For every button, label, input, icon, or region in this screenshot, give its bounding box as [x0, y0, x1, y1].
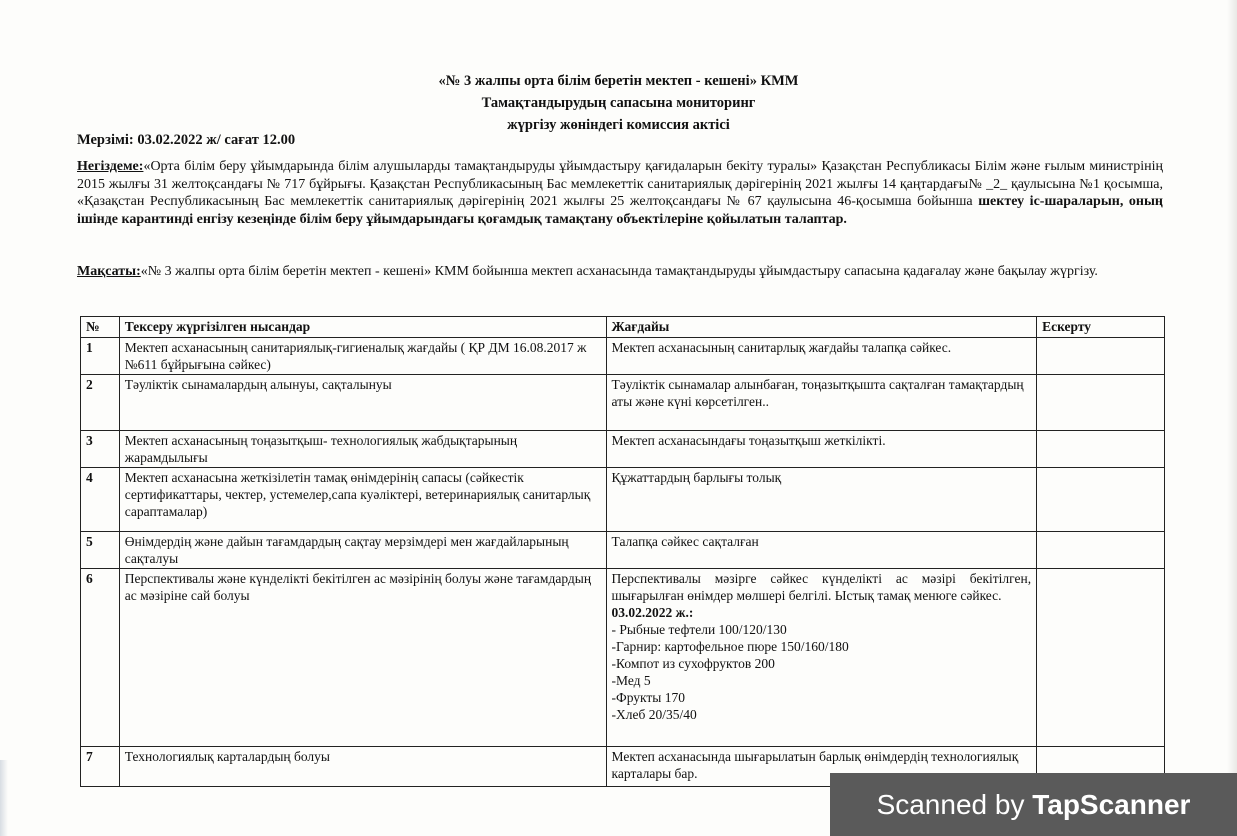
- page-edge-shadow-left: [0, 760, 8, 836]
- header-condition: Жағдайы: [606, 317, 1037, 338]
- table-header-row: [81, 317, 1165, 338]
- row-condition: Перспективалы мәзірге сәйкес күнделікті ас мәзірі бекітілген, шығарылған өнімдер мөлшері белгілі. Ыстық тамақ менюге сәйкес.: [611, 571, 1032, 603]
- row-num: 1: [81, 338, 120, 375]
- row-note: [1037, 431, 1165, 468]
- row-note: [1037, 375, 1165, 431]
- basis-text: «Орта білім беру ұйымдарында білім алушыларды тамақтандыруды ұйымдастыру қағидаларын бекіту туралы» Қазақстан Республикасы Білім және ғылым министрінің 2015 жылғы 31 желтоқсандағы № 717 бұйрығы. Қазақстан Республикасының Бас мемлекеттік санитариялық дәрігерінің 2021 жылғы 14 қаңтардағы№ _2_ қаулысына №1 қосымша, «Қазақстан Республикасының Бас мемлекеттік санитариялық дәрігерінің 2021 жылғы 25 желтоқсандағы № 67 қаулысына 46-қосымша бойынша: [77, 159, 1163, 209]
- table-row: [81, 468, 1165, 532]
- act-title-line-2: жүргізу жөніндегі комиссия актісі: [507, 117, 730, 133]
- table-row: [81, 338, 1165, 375]
- row-num: 4: [81, 468, 120, 532]
- basis-paragraph: [77, 158, 1163, 228]
- row-note: [1037, 532, 1165, 569]
- header-num: №: [81, 317, 120, 338]
- table-row: [81, 431, 1165, 468]
- basis-label: Негіздеме:: [77, 159, 144, 174]
- table-row: [81, 569, 1165, 747]
- act-title-line-1: Тамақтандырудың сапасына мониторинг: [481, 95, 756, 111]
- header-object: Тексеру жүргізілген нысандар: [119, 317, 606, 338]
- row-condition: Мектеп асханасында шығарылатын барлық өнімдердің технологиялық карталары бар.: [606, 747, 1037, 787]
- row-note: [1037, 338, 1165, 375]
- menu-item: -Фрукты 170: [611, 690, 685, 705]
- scanner-watermark-banner: [830, 773, 1237, 836]
- header-note: Ескерту: [1037, 317, 1165, 338]
- row-note: [1037, 569, 1165, 747]
- watermark-prefix: Scanned by: [876, 789, 1033, 820]
- table-row: [81, 375, 1165, 431]
- menu-item: - Рыбные тефтели 100/120/130: [611, 622, 787, 637]
- row-note: [1037, 468, 1165, 532]
- row-condition: Құжаттардың барлығы толық: [606, 468, 1037, 532]
- row-condition: Талапқа сәйкес сақталған: [606, 532, 1037, 569]
- row-object: Мектеп асханасының санитариялық-гигиеналық жағдайы ( ҚР ДМ 16.08.2017 ж №611 бұйрығына сәйкес): [119, 338, 606, 375]
- row-condition: Мектеп асханасындағы тоңазытқыш жеткілікті.: [606, 431, 1037, 468]
- menu-date: 03.02.2022 ж.:: [611, 605, 694, 620]
- goal-label: Мақсаты:: [77, 264, 141, 279]
- school-name-title: «№ 3 жалпы орта білім беретін мектеп - кешені» КММ: [438, 73, 799, 89]
- row-object: Тәуліктік сынамалардың алынуы, сақталынуы: [119, 375, 606, 431]
- inspection-table: [80, 316, 1165, 787]
- date-line: Мерзімі: 03.02.2022 ж/ сағат 12.00: [77, 132, 296, 148]
- row-num: 3: [81, 431, 120, 468]
- row-num: 5: [81, 532, 120, 569]
- watermark-brand: TapScanner: [1032, 789, 1191, 820]
- row-condition-menu: [606, 569, 1037, 747]
- table-row: [81, 532, 1165, 569]
- row-object: Перспективалы және күнделікті бекітілген ас мәзірінің болуы және тағамдардың ас мәзіріне сай болуы: [119, 569, 606, 747]
- row-condition: Тәуліктік сынамалар алынбаған, тоңазытқышта сақталған тамақтардың аты және күні көрсетілген..: [606, 375, 1037, 431]
- menu-item: -Мед 5: [611, 673, 651, 688]
- menu-item: -Компот из сухофруктов 200: [611, 656, 775, 671]
- basis-emphasis: шектеу іс-шараларын, оның ішінде карантинді енгізу кезеңінде білім беру ұйымдарындағы қоғамдық тамақтану объектілеріне қойылатын талаптар.: [77, 194, 1163, 227]
- row-num: 2: [81, 375, 120, 431]
- row-object: Мектеп асханасына жеткізілетін тамақ өнімдерінің сапасы (сәйкестік сертификаттары, чектер, устемелер,сапа куәліктері, ветеринариялық санитарлық сараптамалар): [119, 468, 606, 532]
- row-object: Өнімдердің және дайын тағамдардың сақтау мерзімдері мен жағдайларының сақталуы: [119, 532, 606, 569]
- row-condition: Мектеп асханасының санитарлық жағдайы талапқа сәйкес.: [606, 338, 1037, 375]
- menu-item: -Гарнир: картофельное пюре 150/160/180: [611, 639, 849, 654]
- goal-text: «№ 3 жалпы орта білім беретін мектеп - кешені» КММ бойынша мектеп асханасында тамақтандыруды ұйымдастыру сапасына қадағалау және бақылау жүргізу.: [140, 264, 1098, 279]
- row-object: Мектеп асханасының тоңазытқыш- технологиялық жабдықтарының жарамдылығы: [119, 431, 606, 468]
- goal-paragraph: [77, 263, 1163, 281]
- row-num: 7: [81, 747, 120, 787]
- row-object: Технологиялық карталардың болуы: [119, 747, 606, 787]
- row-num: 6: [81, 569, 120, 747]
- menu-item: -Хлеб 20/35/40: [611, 707, 697, 722]
